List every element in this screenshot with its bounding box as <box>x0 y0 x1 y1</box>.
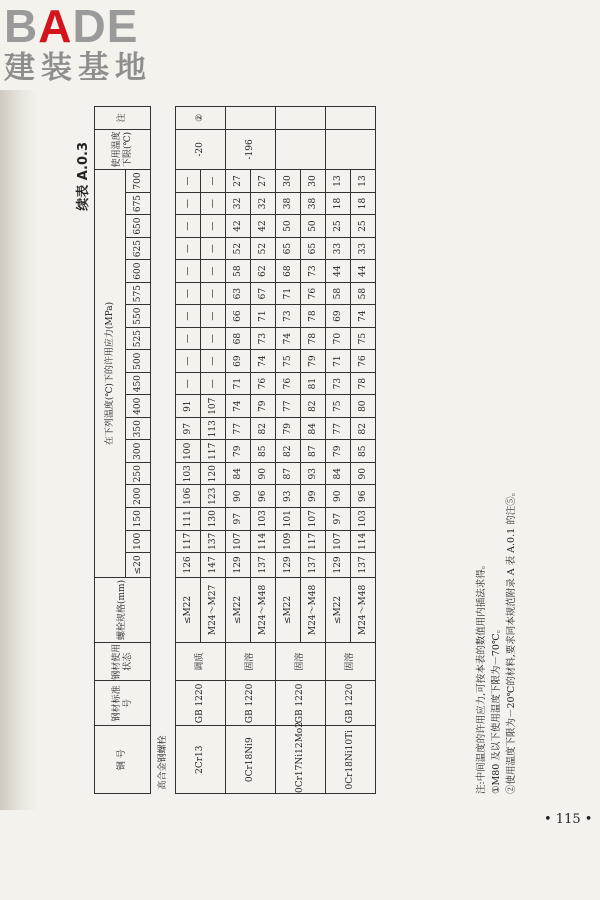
stress-cell: — <box>176 327 201 350</box>
stress-cell: 62 <box>251 260 276 283</box>
header-temp: 200 <box>126 485 151 508</box>
stress-cell: 85 <box>351 440 376 463</box>
header-temp: 575 <box>126 282 151 305</box>
stress-cell: 107 <box>201 395 226 418</box>
stress-cell: 117 <box>176 530 201 553</box>
stress-cell: 137 <box>351 553 376 578</box>
stress-cell: 27 <box>251 170 276 193</box>
stress-cell: 58 <box>326 282 351 305</box>
spec-cell: ≤M22 <box>226 577 251 642</box>
stress-cell: 103 <box>251 508 276 531</box>
stress-cell: 79 <box>301 350 326 373</box>
note-line: ②使用温度下限为－20℃的材料,要求同本规范附录 A 表 A.0.1 的注⑤。 <box>506 486 517 794</box>
spec-cell: ≤M22 <box>176 577 201 642</box>
stress-cell: — <box>201 282 226 305</box>
stress-cell: 96 <box>351 485 376 508</box>
table-body <box>176 107 376 794</box>
min-temp-cell: -20 <box>176 129 226 170</box>
stress-cell: 93 <box>301 462 326 485</box>
stress-cell: 38 <box>301 192 326 215</box>
stress-cell: 50 <box>301 215 326 238</box>
stress-cell: 74 <box>351 305 376 328</box>
stress-cell: — <box>176 237 201 260</box>
stress-cell: 129 <box>326 553 351 578</box>
spec-cell: M24～M48 <box>351 577 376 642</box>
standard-cell: GB 1220 <box>276 681 326 726</box>
spec-cell: M24～M27 <box>201 577 226 642</box>
header-temp: 500 <box>126 350 151 373</box>
stress-cell: 63 <box>226 282 251 305</box>
stress-cell: — <box>176 192 201 215</box>
rotated-page-content <box>60 100 540 800</box>
stress-cell: 68 <box>226 327 251 350</box>
stress-cell: 71 <box>326 350 351 373</box>
stress-cell: 100 <box>176 440 201 463</box>
bade-logo <box>4 2 180 94</box>
table-row <box>176 107 201 794</box>
stress-cell: 74 <box>226 395 251 418</box>
stress-cell: 78 <box>301 327 326 350</box>
stress-cell: — <box>201 372 226 395</box>
stress-cell: 76 <box>276 372 301 395</box>
stress-cell: 25 <box>326 215 351 238</box>
header-temp: 300 <box>126 440 151 463</box>
stress-cell: 81 <box>301 372 326 395</box>
stress-cell: 58 <box>226 260 251 283</box>
header-spec: 螺栓规格(mm) <box>95 577 151 642</box>
stress-cell: 66 <box>226 305 251 328</box>
stress-cell: 42 <box>251 215 276 238</box>
stress-cell: — <box>176 282 201 305</box>
stress-cell: 130 <box>201 508 226 531</box>
header-standard: 钢材标准号 <box>95 681 151 726</box>
allowable-stress-table <box>94 106 376 794</box>
stress-cell: 79 <box>276 417 301 440</box>
note-cell <box>326 107 376 130</box>
stress-cell: 129 <box>276 553 301 578</box>
stress-cell: 58 <box>351 282 376 305</box>
header-note: 注 <box>95 107 151 130</box>
note-cell <box>276 107 326 130</box>
stress-cell: 114 <box>251 530 276 553</box>
stress-cell: 74 <box>276 327 301 350</box>
header-temp: ≤20 <box>126 553 151 578</box>
header-temp: 550 <box>126 305 151 328</box>
stress-cell: 117 <box>301 530 326 553</box>
min-temp-cell <box>276 129 326 170</box>
header-temp: 350 <box>126 417 151 440</box>
note-line: 注:中间温度的许用应力,可按本表的数值用内插法求得。 <box>476 559 487 794</box>
header-temp: 600 <box>126 260 151 283</box>
stress-cell: 107 <box>326 530 351 553</box>
table-row <box>226 107 251 794</box>
stress-cell: 129 <box>226 553 251 578</box>
stress-cell: 78 <box>301 305 326 328</box>
stress-cell: 18 <box>326 192 351 215</box>
stress-cell: 75 <box>276 350 301 373</box>
grade-cell: 0Cr17Ni12Mo2 <box>276 726 326 794</box>
stress-cell: 106 <box>176 485 201 508</box>
header-temp: 100 <box>126 530 151 553</box>
stress-cell: 76 <box>301 282 326 305</box>
stress-cell: 96 <box>251 485 276 508</box>
stress-cell: 68 <box>276 260 301 283</box>
stress-cell: 77 <box>326 417 351 440</box>
stress-cell: 73 <box>326 372 351 395</box>
stress-cell: — <box>176 215 201 238</box>
stress-cell: 90 <box>351 462 376 485</box>
spec-cell: M24～M48 <box>301 577 326 642</box>
stress-cell: 50 <box>276 215 301 238</box>
stress-cell: 13 <box>326 170 351 193</box>
page-number: • 115 • <box>544 812 593 827</box>
stress-cell: 79 <box>226 440 251 463</box>
stress-cell: 120 <box>201 462 226 485</box>
table-row <box>276 107 301 794</box>
stress-cell: 75 <box>326 395 351 418</box>
stress-cell: 77 <box>226 417 251 440</box>
standard-cell: GB 1220 <box>326 681 376 726</box>
stress-cell: 82 <box>276 440 301 463</box>
stress-cell: 87 <box>301 440 326 463</box>
stress-cell: 77 <box>276 395 301 418</box>
stress-cell: 30 <box>301 170 326 193</box>
stress-cell: 76 <box>351 350 376 373</box>
stress-cell: 52 <box>251 237 276 260</box>
stress-cell: 78 <box>351 372 376 395</box>
stress-cell: 93 <box>276 485 301 508</box>
stress-cell: 73 <box>301 260 326 283</box>
grade-cell: 0Cr18Ni9 <box>226 726 276 794</box>
header-temp: 400 <box>126 395 151 418</box>
stress-cell: 90 <box>326 485 351 508</box>
spec-cell: ≤M22 <box>276 577 301 642</box>
stress-cell: 82 <box>351 417 376 440</box>
header-temp: 675 <box>126 192 151 215</box>
header-temp: 250 <box>126 462 151 485</box>
stress-cell: 65 <box>276 237 301 260</box>
min-temp-cell <box>326 129 376 170</box>
stress-cell: 13 <box>351 170 376 193</box>
stress-cell: 147 <box>201 553 226 578</box>
header-temp: 650 <box>126 215 151 238</box>
stress-cell: 109 <box>276 530 301 553</box>
header-temp: 450 <box>126 372 151 395</box>
header-temp: 625 <box>126 237 151 260</box>
stress-cell: — <box>176 350 201 373</box>
condition-cell: 固溶 <box>226 643 276 681</box>
stress-cell: 18 <box>351 192 376 215</box>
stress-cell: 67 <box>251 282 276 305</box>
logo-wordmark: BADE <box>4 0 139 52</box>
stress-cell: 71 <box>226 372 251 395</box>
stress-cell: 76 <box>251 372 276 395</box>
stress-cell: 71 <box>251 305 276 328</box>
stress-cell: 79 <box>251 395 276 418</box>
stress-cell: 30 <box>276 170 301 193</box>
stress-cell: 107 <box>226 530 251 553</box>
stress-cell: — <box>201 237 226 260</box>
note-cell <box>226 107 276 130</box>
stress-cell: 32 <box>251 192 276 215</box>
stress-cell: 97 <box>176 417 201 440</box>
stress-cell: 44 <box>351 260 376 283</box>
stress-cell: 70 <box>326 327 351 350</box>
stress-cell: 38 <box>276 192 301 215</box>
stress-cell: 73 <box>276 305 301 328</box>
header-min-temp: 使用温度下限(℃) <box>95 129 151 170</box>
stress-cell: — <box>176 305 201 328</box>
stress-cell: 107 <box>301 508 326 531</box>
stress-cell: 103 <box>351 508 376 531</box>
stress-cell: 75 <box>351 327 376 350</box>
stress-cell: — <box>201 260 226 283</box>
stress-cell: 84 <box>326 462 351 485</box>
header-condition: 钢材使用状态 <box>95 643 151 681</box>
table-title: 续表 A.0.3 <box>76 142 91 211</box>
stress-cell: 97 <box>226 508 251 531</box>
stress-cell: 101 <box>276 508 301 531</box>
stress-cell: 80 <box>351 395 376 418</box>
header-temp: 700 <box>126 170 151 193</box>
header-grade: 钢 号 <box>95 726 151 794</box>
stress-cell: 79 <box>326 440 351 463</box>
stress-cell: 52 <box>226 237 251 260</box>
stress-cell: 90 <box>226 485 251 508</box>
stress-cell: — <box>201 215 226 238</box>
stress-cell: — <box>201 192 226 215</box>
stress-cell: 82 <box>251 417 276 440</box>
stress-cell: 90 <box>251 462 276 485</box>
header-stress-group: 在下列温度(℃)下的许用应力(MPa) <box>95 170 126 578</box>
condition-cell: 固溶 <box>326 643 376 681</box>
note-line: ①M80 及以下使用温度下限为－70℃。 <box>491 623 502 794</box>
stress-cell: — <box>201 350 226 373</box>
stress-cell: 69 <box>326 305 351 328</box>
stress-cell: 99 <box>301 485 326 508</box>
stress-cell: 71 <box>276 282 301 305</box>
stress-cell: 84 <box>301 417 326 440</box>
grade-cell: 2Cr13 <box>176 726 226 794</box>
condition-cell: 固溶 <box>276 643 326 681</box>
table-row <box>326 107 351 794</box>
stress-cell: 82 <box>301 395 326 418</box>
stress-cell: 25 <box>351 215 376 238</box>
scan-binding-shadow <box>0 90 38 810</box>
logo-subtitle: 建装基地 <box>4 50 152 86</box>
standard-cell: GB 1220 <box>176 681 226 726</box>
stress-cell: — <box>201 327 226 350</box>
stress-cell: 33 <box>351 237 376 260</box>
min-temp-cell: -196 <box>226 129 276 170</box>
stress-cell: 73 <box>251 327 276 350</box>
stress-cell: 74 <box>251 350 276 373</box>
stress-cell: 32 <box>226 192 251 215</box>
stress-cell: 137 <box>251 553 276 578</box>
stress-cell: 123 <box>201 485 226 508</box>
note-cell: ② <box>176 107 226 130</box>
stress-cell: — <box>176 170 201 193</box>
table-notes <box>474 487 519 794</box>
stress-cell: 91 <box>176 395 201 418</box>
stress-cell: 114 <box>351 530 376 553</box>
stress-cell: 126 <box>176 553 201 578</box>
standard-cell: GB 1220 <box>226 681 276 726</box>
header-temp: 525 <box>126 327 151 350</box>
section-label: 高合金钢螺栓 <box>151 107 176 794</box>
stress-cell: 42 <box>226 215 251 238</box>
stress-cell: 113 <box>201 417 226 440</box>
stress-cell: 137 <box>301 553 326 578</box>
header-temp: 150 <box>126 508 151 531</box>
stress-cell: 27 <box>226 170 251 193</box>
stress-cell: 137 <box>201 530 226 553</box>
stress-cell: — <box>176 260 201 283</box>
stress-cell: — <box>176 372 201 395</box>
spec-cell: ≤M22 <box>326 577 351 642</box>
stress-cell: — <box>201 170 226 193</box>
stress-cell: 33 <box>326 237 351 260</box>
stress-cell: 85 <box>251 440 276 463</box>
stress-cell: 111 <box>176 508 201 531</box>
stress-cell: 65 <box>301 237 326 260</box>
stress-cell: 84 <box>226 462 251 485</box>
stress-cell: — <box>201 305 226 328</box>
stress-cell: 103 <box>176 462 201 485</box>
stress-cell: 87 <box>276 462 301 485</box>
condition-cell: 调质 <box>176 643 226 681</box>
stress-cell: 97 <box>326 508 351 531</box>
grade-cell: 0Cr18Ni10Ti <box>326 726 376 794</box>
stress-cell: 117 <box>201 440 226 463</box>
stress-cell: 44 <box>326 260 351 283</box>
spec-cell: M24～M48 <box>251 577 276 642</box>
stress-cell: 69 <box>226 350 251 373</box>
